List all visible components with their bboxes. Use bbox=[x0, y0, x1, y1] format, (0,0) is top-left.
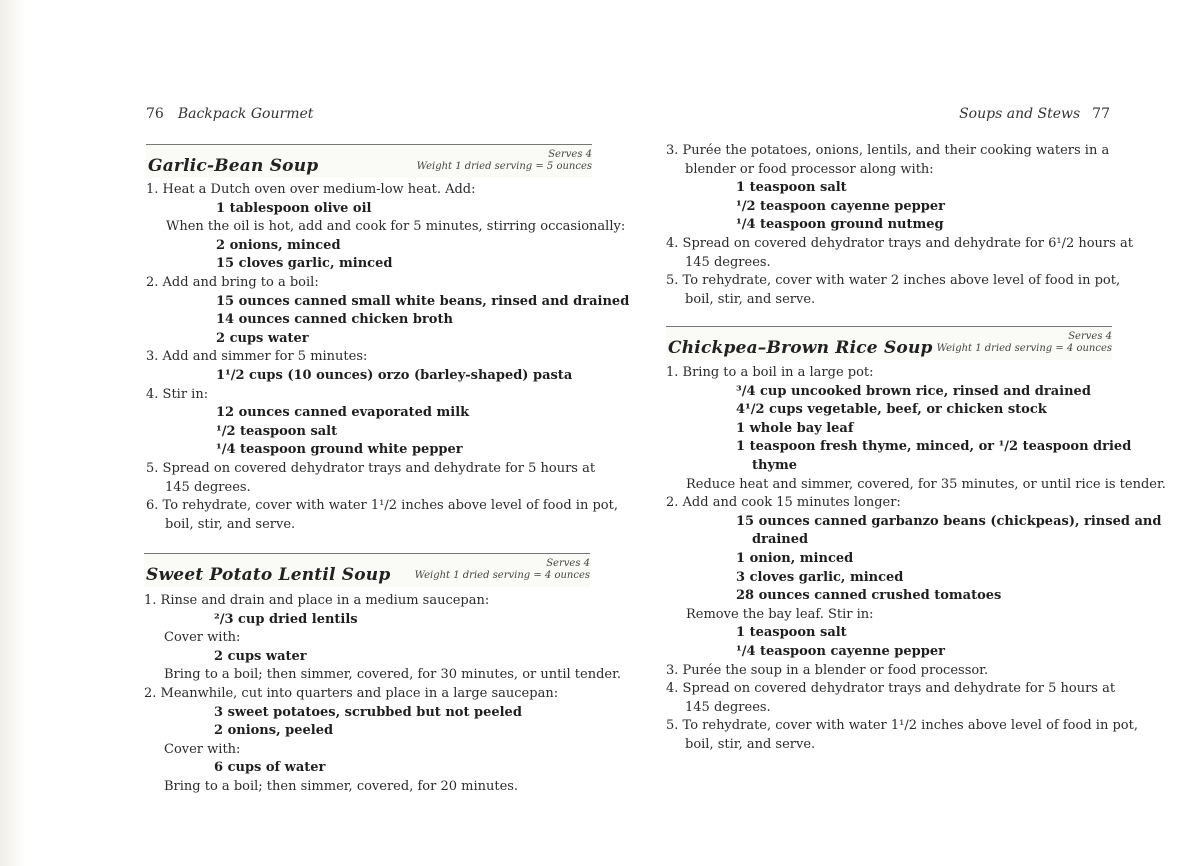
instruction-text: Bring to a boil; then simmer, covered, for 20 minutes. bbox=[164, 778, 519, 794]
recipe-step-continued: boil, stir, and serve. bbox=[685, 291, 816, 307]
ingredient: ²/3 cup dried lentils bbox=[214, 611, 358, 627]
recipe-step: 1. Rinse and drain and place in a medium saucepan: bbox=[144, 593, 490, 608]
page-edge-shadow bbox=[0, 0, 26, 866]
ingredient: 1¹/2 cups (10 ounces) orzo (barley-shaped) pasta bbox=[216, 367, 573, 383]
recipe-weight: Weight 1 dried serving = 4 ounces bbox=[936, 343, 1112, 354]
ingredient: ³/4 cup uncooked brown rice, rinsed and drained bbox=[736, 383, 1091, 399]
ingredient: 4¹/2 cups vegetable, beef, or chicken stock bbox=[736, 402, 1047, 418]
right-page-number: 77 bbox=[1092, 106, 1110, 122]
instruction-text: Cover with: bbox=[164, 741, 241, 757]
ingredient: 1 teaspoon salt bbox=[736, 625, 847, 641]
recipe-step-continued: boil, stir, and serve. bbox=[165, 516, 296, 532]
recipe-title: Sweet Potato Lentil Soup bbox=[146, 565, 391, 585]
ingredient: 12 ounces canned evaporated milk bbox=[216, 405, 470, 421]
ingredient-continued: drained bbox=[752, 532, 809, 548]
recipe-weight: Weight 1 dried serving = 5 ounces bbox=[416, 161, 592, 172]
recipe-step: 1. Heat a Dutch oven over medium-low heat. Add: bbox=[146, 182, 476, 197]
recipe-step: 2. Add and cook 15 minutes longer: bbox=[666, 495, 901, 511]
recipe-header-garlic-bean bbox=[146, 144, 592, 178]
recipe-step-continued: 145 degrees. bbox=[685, 254, 771, 270]
ingredient: 14 ounces canned chicken broth bbox=[216, 312, 453, 328]
instruction-text: Reduce heat and simmer, covered, for 35 minutes, or until rice is tender. bbox=[686, 476, 1166, 492]
recipe-step-continued: 145 degrees. bbox=[685, 699, 771, 715]
instruction-text: When the oil is hot, add and cook for 5 minutes, stirring occasionally: bbox=[166, 219, 626, 235]
ingredient: 2 onions, minced bbox=[216, 237, 341, 253]
recipe-title: Chickpea–Brown Rice Soup bbox=[668, 338, 933, 358]
recipe-step: 5. To rehydrate, cover with water 1¹/2 inches above level of food in pot, bbox=[666, 718, 1138, 734]
ingredient: 15 ounces canned garbanzo beans (chickpeas), rinsed and bbox=[736, 513, 1162, 529]
instruction-text: Bring to a boil; then simmer, covered, for 30 minutes, or until tender. bbox=[164, 667, 622, 683]
book-title: Backpack Gourmet bbox=[177, 106, 314, 122]
ingredient-continued: thyme bbox=[752, 457, 798, 473]
ingredient: 6 cups of water bbox=[214, 760, 326, 776]
recipe-step: 4. Stir in: bbox=[146, 386, 209, 402]
recipe-weight: Weight 1 dried serving = 4 ounces bbox=[414, 570, 590, 581]
recipe-step: 1. Bring to a boil in a large pot: bbox=[666, 365, 874, 380]
ingredient: 2 cups water bbox=[216, 330, 309, 346]
recipe-step: 4. Spread on covered dehydrator trays and dehydrate for 6¹/2 hours at bbox=[666, 235, 1133, 251]
chapter-title: Soups and Stews bbox=[959, 106, 1081, 122]
recipe-header-chickpea-brown-rice bbox=[666, 326, 1112, 360]
left-running-head bbox=[146, 106, 313, 122]
recipe-step: 6. To rehydrate, cover with water 1¹/2 inches above level of food in pot, bbox=[146, 498, 618, 514]
ingredient: 1 onion, minced bbox=[736, 550, 854, 566]
recipe-step-continued: boil, stir, and serve. bbox=[685, 736, 816, 752]
recipe-step: 3. Add and simmer for 5 minutes: bbox=[146, 349, 368, 365]
recipe-step: 4. Spread on covered dehydrator trays and dehydrate for 5 hours at bbox=[666, 681, 1116, 697]
ingredient: ¹/4 teaspoon cayenne pepper bbox=[736, 643, 945, 659]
recipe-serves: Serves 4 bbox=[548, 149, 592, 160]
ingredient: ¹/4 teaspoon ground white pepper bbox=[216, 442, 463, 458]
left-page-number: 76 bbox=[146, 106, 164, 122]
ingredient: 15 ounces canned small white beans, rinsed and drained bbox=[216, 293, 630, 309]
ingredient: 1 teaspoon fresh thyme, minced, or ¹/2 teaspoon dried bbox=[736, 439, 1132, 455]
recipe-step: 5. To rehydrate, cover with water 2 inches above level of food in pot, bbox=[666, 273, 1121, 289]
ingredient: ¹/2 teaspoon salt bbox=[216, 423, 338, 439]
recipe-step: 2. Meanwhile, cut into quarters and place in a large saucepan: bbox=[144, 685, 559, 701]
ingredient: 1 whole bay leaf bbox=[736, 420, 854, 436]
ingredient: 2 cups water bbox=[214, 648, 307, 664]
ingredient: 1 tablespoon olive oil bbox=[216, 200, 372, 216]
recipe-title: Garlic-Bean Soup bbox=[148, 156, 319, 176]
ingredient: 2 onions, peeled bbox=[214, 723, 334, 739]
instruction-text: Remove the bay leaf. Stir in: bbox=[686, 606, 874, 622]
recipe-continued-body bbox=[666, 142, 1133, 309]
ingredient: 15 cloves garlic, minced bbox=[216, 256, 393, 272]
recipe-step-continued: blender or food processor along with: bbox=[685, 161, 934, 177]
recipe-step: 2. Add and bring to a boil: bbox=[146, 274, 319, 290]
recipe-body-garlic-bean bbox=[146, 181, 630, 534]
recipe-serves: Serves 4 bbox=[546, 558, 590, 569]
recipe-step: 3. Purée the soup in a blender or food processor. bbox=[666, 662, 989, 678]
instruction-text: Cover with: bbox=[164, 630, 241, 646]
ingredient: 3 cloves garlic, minced bbox=[736, 569, 904, 585]
recipe-step: 3. Purée the potatoes, onions, lentils, and their cooking waters in a bbox=[666, 143, 1110, 158]
recipe-body-chickpea-brown-rice bbox=[666, 364, 1166, 754]
ingredient: 1 teaspoon salt bbox=[736, 180, 847, 196]
right-running-head bbox=[959, 106, 1110, 122]
recipe-body-sweet-potato-lentil bbox=[144, 592, 622, 797]
ingredient: 28 ounces canned crushed tomatoes bbox=[736, 588, 1002, 604]
recipe-step-continued: 145 degrees. bbox=[165, 479, 251, 495]
recipe-step: 5. Spread on covered dehydrator trays and dehydrate for 5 hours at bbox=[146, 460, 596, 476]
ingredient: ¹/2 teaspoon cayenne pepper bbox=[736, 198, 945, 214]
recipe-serves: Serves 4 bbox=[1068, 331, 1112, 342]
ingredient: ¹/4 teaspoon ground nutmeg bbox=[736, 217, 944, 233]
ingredient: 3 sweet potatoes, scrubbed but not peeled bbox=[214, 704, 522, 720]
recipe-header-sweet-potato-lentil bbox=[144, 553, 590, 587]
